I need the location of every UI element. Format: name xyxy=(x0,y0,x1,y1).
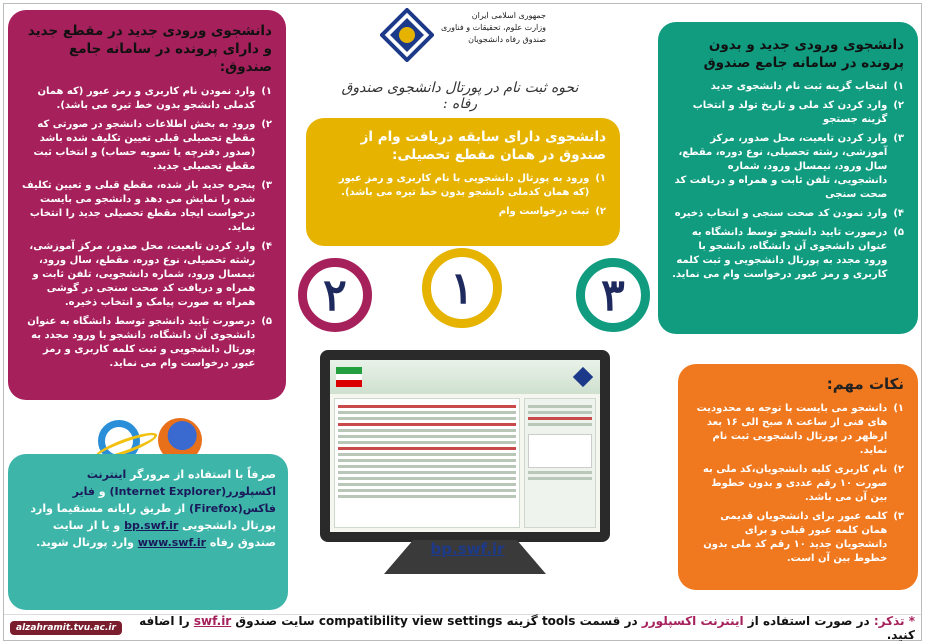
list-item xyxy=(672,132,904,202)
ministry-line-2: وزارت علوم، تحقیقات و فناوری xyxy=(441,23,546,32)
note-ie: اینترنت اکسپلورر xyxy=(641,613,744,628)
credit-badge: alzahramit.tvu.ac.ir xyxy=(10,621,122,635)
item-text: وارد نمودن کد صحت سنجی و انتخاب ذخیره xyxy=(674,208,888,220)
list-item xyxy=(672,99,904,127)
panel-browser-instructions xyxy=(8,454,288,610)
item-number: ۵) xyxy=(893,227,904,239)
ministry-header xyxy=(436,10,546,46)
text-fragment: از طریق رایانه مستقیما وارد پورتال دانشجویی xyxy=(30,502,276,533)
list-item xyxy=(320,205,606,219)
www-swf-link[interactable]: www.swf.ir xyxy=(137,536,207,550)
ministry-line-1: جمهوری اسلامی ایران xyxy=(471,11,546,20)
item-text: کلمه عبور برای دانشجویان قدیمی همان کلمه عبور قبلی و برای دانشجویان جدید ۱۰ رقم کد ملی بدون خطوط بین آن است. xyxy=(703,511,888,565)
text-fragment: و xyxy=(98,485,106,499)
portal-header xyxy=(330,360,600,394)
portal-body xyxy=(330,394,600,532)
list-item xyxy=(22,85,272,113)
step-circle-1: ۱ xyxy=(422,248,502,328)
fund-logo-icon xyxy=(380,8,434,62)
notes-title: نکات مهم: xyxy=(826,375,904,393)
item-number: ۱) xyxy=(893,81,904,93)
text-fragment: در صورت استفاده از xyxy=(747,613,870,628)
item-number: ۲) xyxy=(893,464,904,476)
portal-logo-icon xyxy=(572,366,594,388)
item-number: ۳) xyxy=(893,511,904,523)
footer-note xyxy=(122,614,915,642)
portal-news-column xyxy=(334,398,520,528)
portal-url[interactable]: bp.swf.ir xyxy=(430,540,505,558)
panel-existing-loan-student xyxy=(306,118,620,246)
panel-right-title: دانشجوی ورودی جدید و بدون پرونده در سامانه جامع صندوق xyxy=(703,37,904,72)
item-number: ۴) xyxy=(893,208,904,220)
panel-important-notes xyxy=(678,364,918,590)
list-item xyxy=(692,402,904,458)
item-number: ۲) xyxy=(893,100,904,112)
iran-flag-icon xyxy=(336,367,362,387)
step-circle-3: ۳ xyxy=(576,258,650,332)
item-number: ۵) xyxy=(261,315,272,327)
item-number: ۱) xyxy=(595,173,606,185)
ministry-line-3: صندوق رفاه دانشجویان xyxy=(468,35,546,44)
list-item xyxy=(672,80,904,94)
item-number: ۲) xyxy=(261,118,272,130)
text-fragment: و یا از سایت صندوق رفاه xyxy=(52,519,276,550)
item-text: پنجره جدید باز شده، مقطع قبلی و تعیین تکلیف شده را نمایش می دهد و دانشجو می بایست درخواست ایجاد مقطع تحصیلی جدید را انتخاب نماید. xyxy=(21,179,256,233)
item-number: ۲) xyxy=(595,206,606,218)
portal-login-column xyxy=(524,398,596,528)
item-text: درصورت تایید دانشجو توسط دانشگاه به عنوان دانشجوی آن دانشگاه، دانشجو با ورود مجدد به پورتال دانشجویی و ثبت کلمه کاربری و رمز عبور درخواست وام می نماید. xyxy=(27,315,256,369)
panel-center-title: دانشجوی دارای سابقه دریافت وام از صندوق در همان مقطع تحصیلی: xyxy=(360,129,606,164)
item-text: وارد کردن کد ملی و تاریخ تولد و انتخاب گزینه جستجو xyxy=(692,100,888,126)
item-text: دانشجو می بایست با توجه به محدودیت های فنی از ساعت ۸ صبح الی ۱۶ بعد ازظهر در پورتال دانشجویی ثبت نام نماید. xyxy=(696,403,888,457)
note-link[interactable]: swf.ir xyxy=(193,613,232,628)
panel-new-student-no-file xyxy=(658,22,918,334)
item-number: ۳) xyxy=(893,133,904,145)
note-label: * تذکر: xyxy=(873,613,915,628)
text-fragment: را اضافه کنید. xyxy=(139,613,915,642)
list-item xyxy=(692,463,904,505)
browser-instructions-text xyxy=(20,466,276,551)
item-text: ورود به پورتال دانشجویی با نام کاربری و رمز عبور (که همان کدملی دانشجو بدون خط تیره می باشد). xyxy=(338,173,590,199)
item-number: ۳) xyxy=(261,179,272,191)
firefox-name: فایر فاکس(Firefox) xyxy=(72,485,276,516)
panel-right-list xyxy=(672,80,904,282)
panel-left-title: دانشجوی ورودی جدید در مقطع جدید و دارای پرونده در سامانه جامع صندوق: xyxy=(27,23,272,76)
step-circle-2: ۲ xyxy=(298,258,372,332)
monitor-screenshot xyxy=(320,350,610,542)
list-item xyxy=(692,510,904,566)
text-fragment: در قسمت tools گزینه compatibility view settings سایت صندوق xyxy=(235,613,638,628)
text-fragment: وارد پورتال شوید. xyxy=(36,536,134,550)
item-text: نام کاربری کلیه دانشجویان،کد ملی به صورت ۱۰ رقم عددی و بدون خطوط بین آن می باشد. xyxy=(702,464,888,504)
list-item xyxy=(22,315,272,371)
footer xyxy=(4,614,921,640)
ie-name: اینترنت اکسپلورر(Internet Explorer) xyxy=(86,468,276,499)
list-item xyxy=(22,118,272,174)
item-number: ۱) xyxy=(893,403,904,415)
bp-swf-link[interactable]: bp.swf.ir xyxy=(124,519,179,533)
notes-list xyxy=(692,402,904,566)
item-text: وارد نمودن نام کاربری و رمز عبور (که همان کدملی دانشجو بدون خط تیره می باشد). xyxy=(37,85,256,111)
item-text: انتخاب گزینه ثبت نام دانشجوی جدید xyxy=(710,81,888,93)
item-text: وارد کردن تابعیت، محل صدور، مرکز آموزشی، رشته تحصیلی، نوع دوره، مقطع، سال ورود، نیمسال ورود، شماره دانشجویی، تلفن ثابت و همراه و دریافت کد صحت سنجی در گوشی همراه به صورت پیامک و انتخاب ذخیره. xyxy=(29,240,256,308)
item-text: ورود به بخش اطلاعات دانشجو در صورتی که مقطع تحصیلی قبلی تعیین تکلیف شده باشد (صدور دفترچه یا تسویه حساب) و انتخاب ثبت مقطع تحصیلی جدید. xyxy=(33,118,256,172)
page-title: نحوه ثبت نام در پورتال دانشجوی صندوق رفاه : xyxy=(341,80,579,112)
item-text: ثبت درخواست وام xyxy=(498,206,590,218)
item-number: ۱) xyxy=(261,85,272,97)
panel-left-list xyxy=(22,85,272,371)
text-fragment: صرفاً با استفاده از مرورگر xyxy=(130,468,276,481)
list-item xyxy=(320,172,606,200)
item-text: وارد کردن تابعیت، محل صدور، مرکز آموزشی، رشته تحصیلی، نوع دوره، مقطع، سال ورود، نیمسال ورود، شماره دانشجویی، تلفن ثابت و همراه و دریافت کد صحت سنجی xyxy=(674,133,888,201)
item-text: درصورت تایید دانشجو توسط دانشگاه به عنوان دانشجوی آن دانشگاه، دانشجو با ورود مجدد به پورتال دانشجویی و ثبت کلمه کاربری و رمز عبور درخواست وام می نماید. xyxy=(672,227,888,281)
item-number: ۴) xyxy=(261,240,272,252)
list-item xyxy=(672,226,904,282)
panel-center-list xyxy=(320,172,606,219)
panel-new-student-new-degree xyxy=(8,10,286,400)
list-item xyxy=(672,207,904,221)
portal-screen xyxy=(330,360,600,532)
list-item xyxy=(22,240,272,310)
list-item xyxy=(22,179,272,235)
